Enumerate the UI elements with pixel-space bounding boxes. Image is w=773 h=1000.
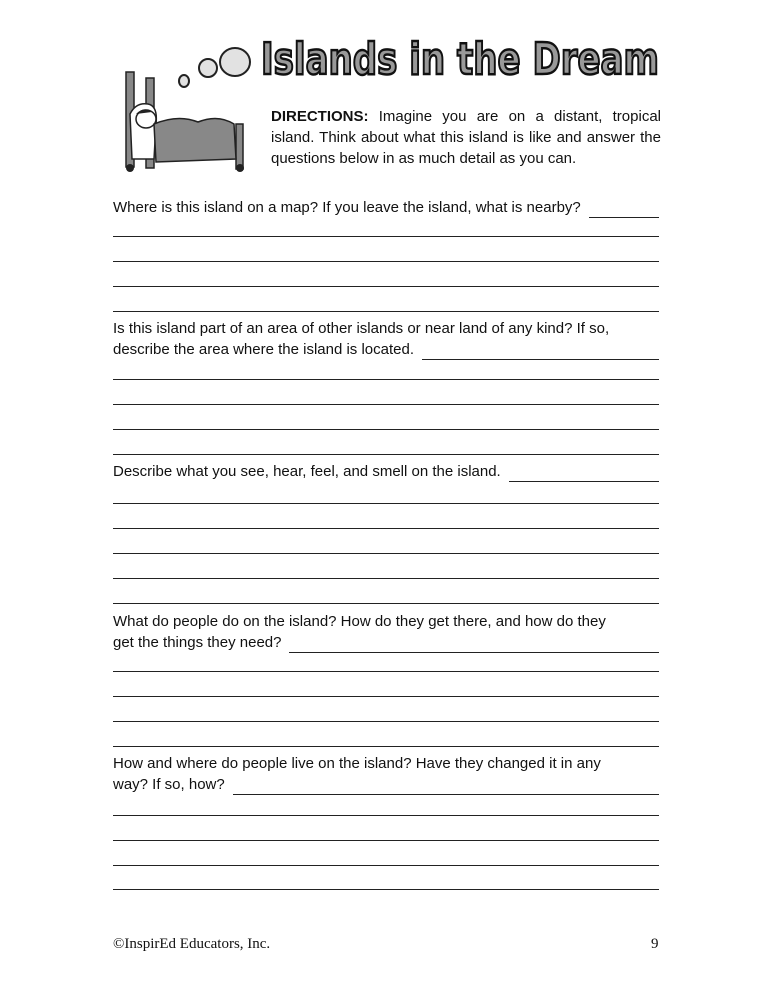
answer-line[interactable] <box>113 603 659 604</box>
answer-line[interactable] <box>113 889 659 890</box>
answer-line[interactable] <box>113 311 659 312</box>
answer-blank[interactable] <box>509 466 659 482</box>
question-text: Where is this island on a map? If you leave the island, what is nearby? <box>113 199 581 216</box>
question-5 <box>113 753 659 795</box>
answer-line[interactable] <box>113 236 659 237</box>
sleeping-person-illustration <box>118 44 258 174</box>
question-text: describe the area where the island is located. <box>113 341 415 358</box>
question-text: way? If so, how? <box>113 776 225 793</box>
answer-line[interactable] <box>113 696 659 697</box>
question-2 <box>113 318 659 360</box>
answer-line[interactable] <box>113 865 659 866</box>
answer-blank[interactable] <box>589 202 659 218</box>
answer-line[interactable] <box>113 379 659 380</box>
worksheet-title <box>258 28 663 84</box>
answer-line[interactable] <box>113 429 659 430</box>
svg-text:Islands in the Dream: Islands in the Dream <box>261 34 659 85</box>
answer-blank[interactable] <box>289 637 659 653</box>
answer-line[interactable] <box>113 578 659 579</box>
question-text: Is this island part of an area of other islands or near land of any kind? If so, <box>113 320 610 337</box>
answer-line[interactable] <box>113 503 659 504</box>
copyright: ©InspirEd Educators, Inc. <box>113 936 271 952</box>
answer-line[interactable] <box>113 286 659 287</box>
page-number: 9 <box>651 936 659 952</box>
answer-blank[interactable] <box>233 779 659 795</box>
question-text: Describe what you see, hear, feel, and smell on the island. <box>113 463 501 480</box>
answer-line[interactable] <box>113 528 659 529</box>
question-4 <box>113 611 659 653</box>
answer-blank[interactable] <box>422 344 659 360</box>
answer-line[interactable] <box>113 815 659 816</box>
answer-line[interactable] <box>113 454 659 455</box>
answer-line[interactable] <box>113 671 659 672</box>
answer-line[interactable] <box>113 721 659 722</box>
directions-label: DIRECTIONS: <box>271 108 369 125</box>
question-3 <box>113 461 659 482</box>
answer-line[interactable] <box>113 404 659 405</box>
question-text: get the things they need? <box>113 634 282 651</box>
answer-line[interactable] <box>113 840 659 841</box>
answer-line[interactable] <box>113 553 659 554</box>
answer-line[interactable] <box>113 746 659 747</box>
answer-line[interactable] <box>113 261 659 262</box>
question-text: How and where do people live on the island? Have they changed it in any <box>113 755 601 772</box>
directions-body: Imagine you are on a distant, tropical island. Think about what this island is like and answer the questions below in as much detail as you can. <box>271 108 661 167</box>
directions-text <box>271 106 661 169</box>
question-1 <box>113 197 659 218</box>
question-text: What do people do on the island? How do they get there, and how do they <box>113 613 606 630</box>
